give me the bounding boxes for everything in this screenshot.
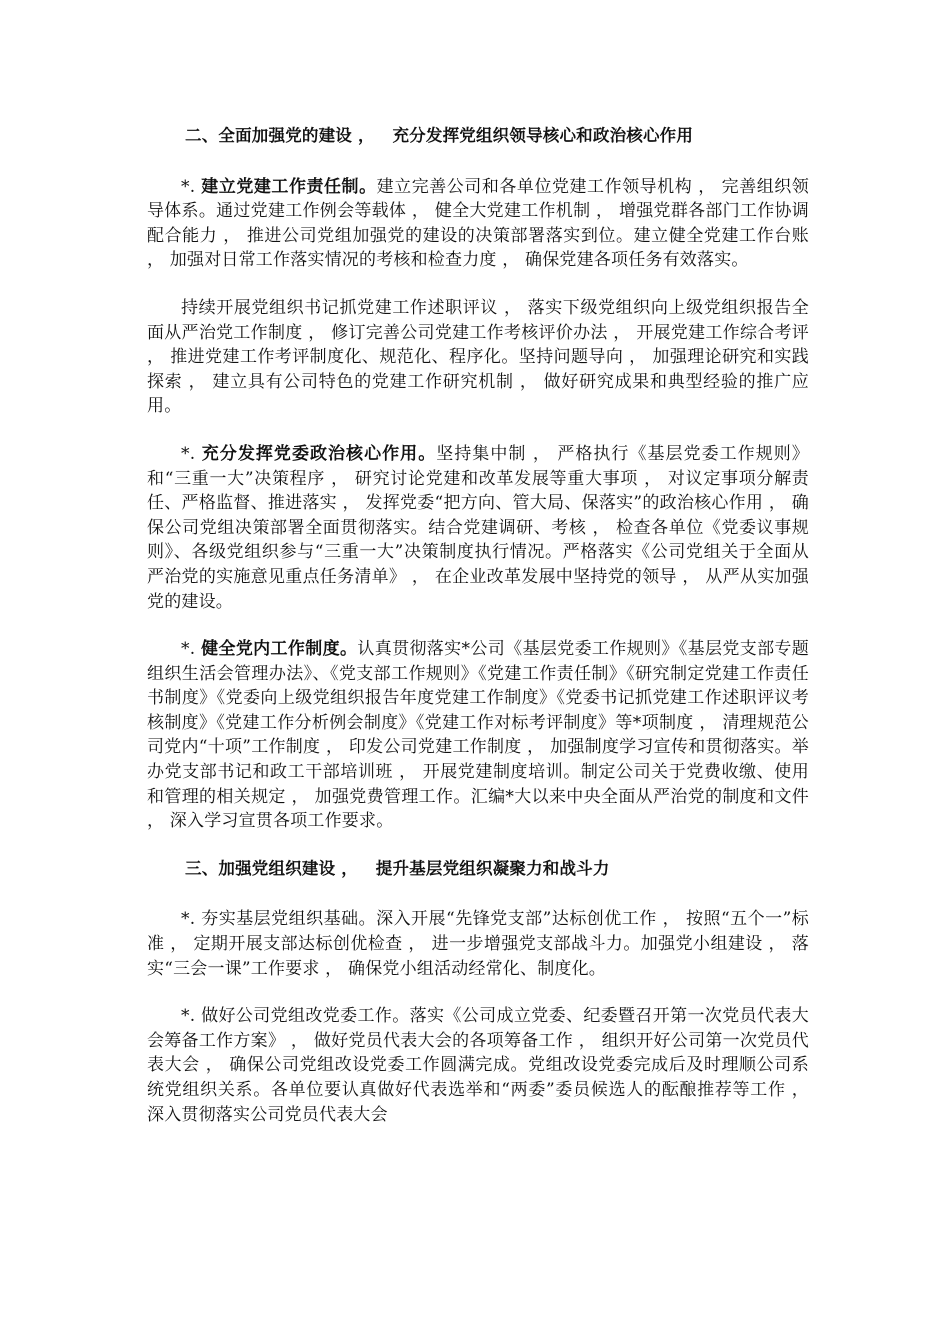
paragraph-text: 建立完善公司和各单位党建工作领导机构 ， 完善组织领导体系。通过党建工作例会等载体 ， 健全大党建工作机制 ， 增强党群各部门工作协调配合能力 ， 推进公司党组加强党的建设的决策部署落实到位。建立健全党建工作台账 ， 加强对日常工作落实情况的考核和检查力度 ， 确保党建各项任务有效落实。 (147, 176, 810, 271)
paragraph-text: 认真贯彻落实*公司《基层党委工作规则》《基层党支部专题组织生活会管理办法》、《党支部工作规则》《党建工作责任制》《研究制定党建工作责任书制度》《党委向上级党组织报告年度党建工作制度》《党委书记抓党建工作述职评议考核制度》《党建工作分析例会制度》《党建工作对标考评制度》等*项制度 ， 清理规范公司党内“十项”工作制度 ， 印发公司党建工作制度 ， 加强制度学习宣传和贯彻落实。举办党支部书记和政工干部培训班 ， 开展党建制度培训。制定公司关于党费收缴、使用和管理的相关规定 ， 加强党费管理工作。汇编*大以来中央全面从严治党的制度和文件 ， 深入学习宣贯各项工作要求。 (147, 639, 809, 832)
paragraph-debriefing (147, 296, 809, 419)
bullet-marker: *. (181, 176, 196, 197)
paragraph-committee-change (147, 1004, 809, 1127)
bullet-marker: *. (181, 443, 196, 464)
paragraph-text: 做好公司党组改党委工作。落实《公司成立党委、纪委暨召开第一次党员代表大会筹备工作方案》 ， 做好党员代表大会的各项筹备工作 ， 组织开好公司第一次党员代表大会 ， 确保公司党组改设党委工作圆满完成。党组改设党委完成后及时理顺公司系统党组织关系。各单位要认真做好代表选举和“两委”委员候选人的酝酿推荐等工作 ， 深入贯彻落实公司党员代表大会 (147, 1006, 809, 1125)
paragraph-text: 夯实基层党组织基础。深入开展“先锋党支部”达标创优工作 ， 按照“五个一”标准 ， 定期开展支部达标创优检查 ， 进一步增强党支部战斗力。加强党小组建设 ， 落实“三会一课”工作要求 ， 确保党小组活动经常化、制度化。 (147, 909, 810, 979)
paragraph-lead: 充分发挥党委政治核心作用。 (201, 443, 437, 464)
section-heading-3: 三、加强党组织建设 ， 提升基层党组织凝聚力和战斗力 (185, 858, 610, 878)
paragraph-text: 坚持集中制 ， 严格执行《基层党委工作规则》和“三重一大”决策程序 ， 研究讨论党建和改革发展等重大事项 ， 对议定事项分解责任、严格监督、推进落实 ， 发挥党委“把方向、管大局、保落实”的政治核心作用 ， 确保公司党组决策部署全面贯彻落实。结合党建调研、考核 ， 检查各单位《党委议事规则》、各级党组织参与“三重一大”决策制度执行情况。严格落实《公司党组关于全面从严治党的实施意见重点任务清单》 ， 在企业改革发展中坚持党的领导 ， 从严从实加强党的建设。 (147, 443, 809, 612)
paragraph-core-role (147, 442, 809, 614)
paragraph-internal-rules (147, 637, 809, 834)
document-body (147, 124, 809, 1150)
section-heading-2: 二、全面加强党的建设 ， 充分发挥党组织领导核心和政治核心作用 (185, 126, 694, 145)
paragraph-grassroots (147, 907, 809, 981)
paragraph-lead: 健全党内工作制度。 (201, 639, 358, 660)
paragraph-party-responsibility (147, 175, 809, 273)
paragraph-text: 持续开展党组织书记抓党建工作述职评议 ， 落实下级党组织向上级党组织报告全面从严治党工作制度 ， 修订完善公司党建工作考核评价办法 ， 开展党建工作综合考评 ， 推进党建工作考评制度化、规范化、程序化。坚持问题导向 ， 加强理论研究和实践探索 ， 建立具有公司特色的党建工作研究机制 ， 做好研究成果和典型经验的推广应用。 (147, 297, 809, 417)
bullet-marker: *. (181, 909, 196, 930)
bullet-marker: *. (181, 639, 196, 660)
paragraph-lead: 建立党建工作责任制。 (201, 176, 377, 197)
bullet-marker: *. (181, 1006, 196, 1027)
